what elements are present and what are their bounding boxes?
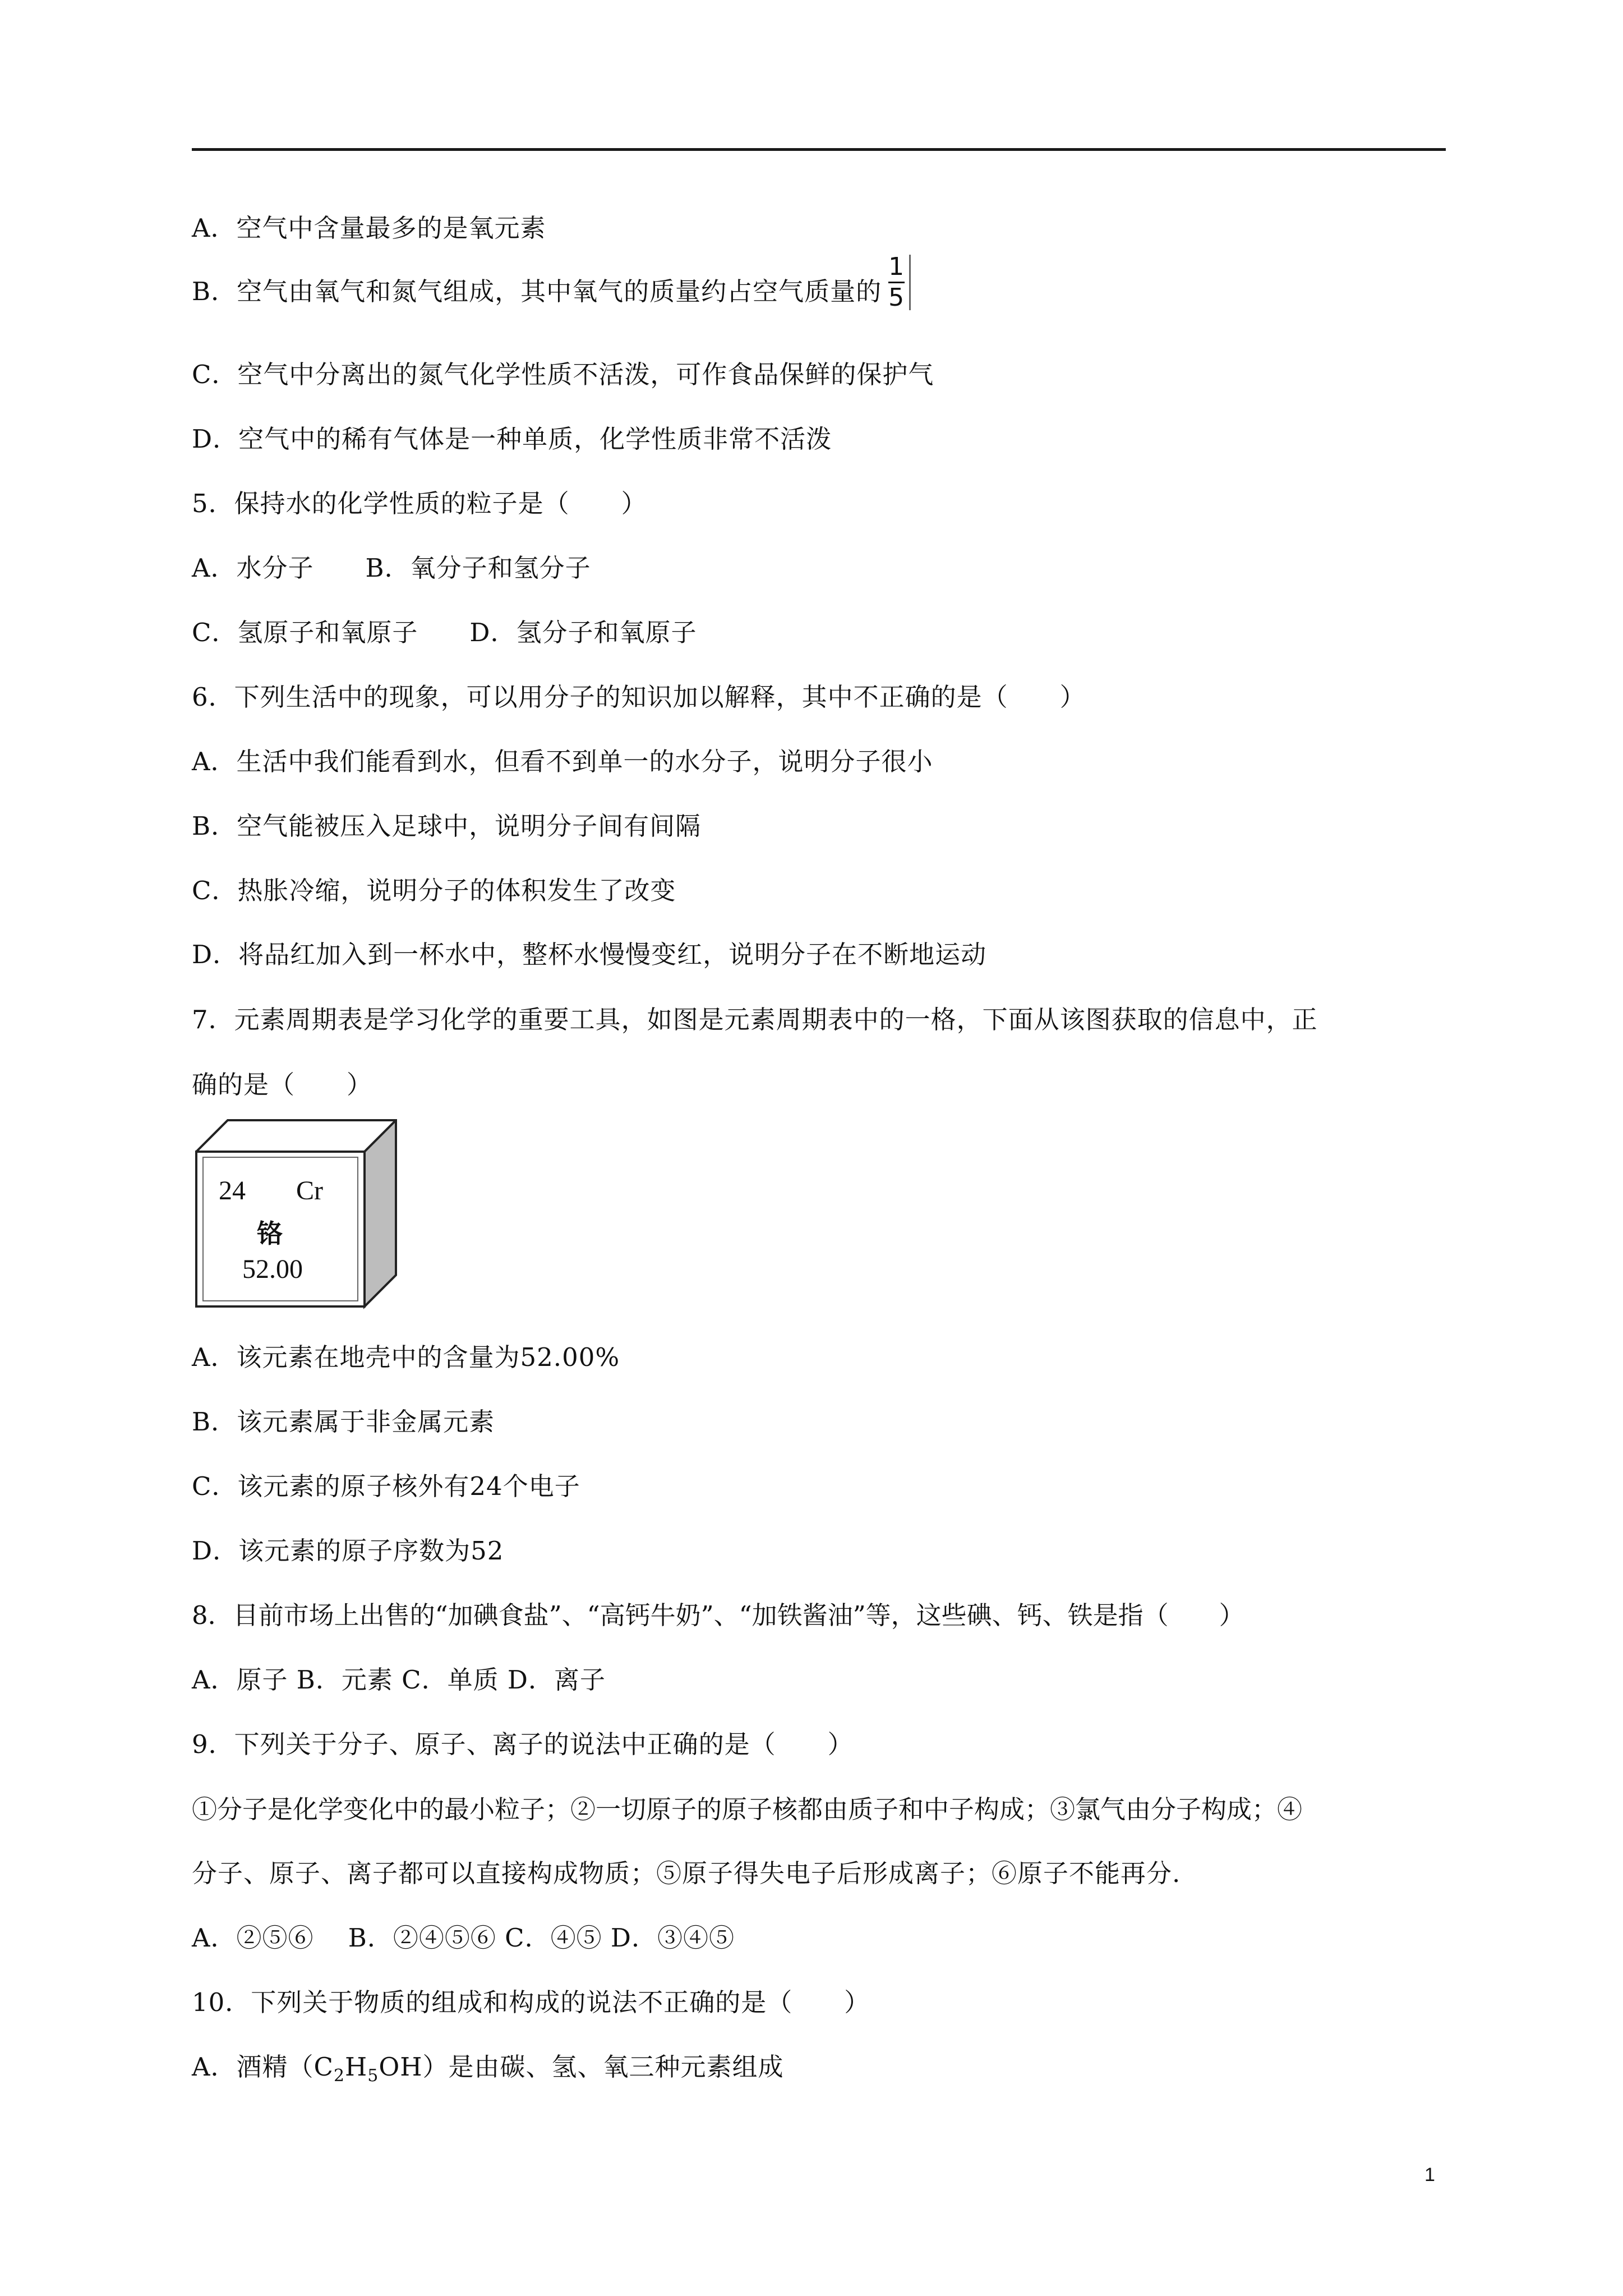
q7-stem-line2: 确的是（ ） <box>192 1070 373 1099</box>
q7-option-d: D．该元素的原子序数为52 <box>192 1536 504 1566</box>
q8-options: A．原子 B．元素 C．单质 D．离子 <box>192 1665 606 1695</box>
fraction-denominator: 5 <box>888 283 905 312</box>
q7-option-c: C．该元素的原子核外有24个电子 <box>192 1471 580 1501</box>
q9-statements-line2: 分子、原子、离子都可以直接构成物质；⑤原子得失电子后形成离子；⑥原子不能再分. <box>192 1858 1181 1888</box>
periodic-table-cell-figure <box>195 1119 397 1310</box>
q8-stem: 8．目前市场上出售的“加碘食盐”、“高钙牛奶”、“加铁酱油”等，这些碘、钙、铁是指（ ） <box>192 1600 1244 1630</box>
fraction-one-fifth <box>886 252 911 312</box>
q4-option-b <box>192 252 911 312</box>
q9-statements-line1: ①分子是化学变化中的最小粒子；②一切原子的原子核都由质子和中子构成；③氯气由分子构成；④ <box>192 1795 1303 1824</box>
element-name: 铬 <box>257 1218 283 1249</box>
fraction-numerator: 1 <box>888 252 905 281</box>
atomic-mass: 52.00 <box>242 1254 303 1284</box>
subscript-5: 5 <box>367 2066 379 2086</box>
q9-stem: 9．下列关于分子、原子、离子的说法中正确的是（ ） <box>192 1729 854 1759</box>
q5-options-ab: A．水分子 B．氧分子和氢分子 <box>192 553 591 583</box>
element-symbol: Cr <box>296 1176 323 1205</box>
q4-option-b-text: B．空气由氧气和氮气组成，其中氧气的质量约占空气质量的 <box>192 277 882 306</box>
subscript-2: 2 <box>333 2066 345 2086</box>
page-number: 1 <box>1424 2164 1435 2185</box>
q7-stem-line1: 7．元素周期表是学习化学的重要工具，如图是元素周期表中的一格，下面从该图获取的信息中，正 <box>192 1005 1318 1034</box>
q6-option-c: C．热胀冷缩，说明分子的体积发生了改变 <box>192 876 676 905</box>
q10-option-a-prefix: A．酒精（C <box>192 2052 334 2082</box>
q10-stem: 10．下列关于物质的组成和构成的说法不正确的是（ ） <box>192 1987 870 2017</box>
q5-stem: 5．保持水的化学性质的粒子是（ ） <box>192 489 647 518</box>
q6-option-a: A．生活中我们能看到水，但看不到单一的水分子，说明分子很小 <box>192 747 933 776</box>
atomic-number: 24 <box>219 1176 246 1205</box>
q4-option-d: D．空气中的稀有气体是一种单质，化学性质非常不活泼 <box>192 424 832 454</box>
q6-option-d: D．将品红加入到一杯水中，整杯水慢慢变红，说明分子在不断地运动 <box>192 940 987 969</box>
hydrogen-symbol: H <box>345 2052 368 2082</box>
header-rule <box>192 148 1446 151</box>
q10-option-a-suffix: OH）是由碳、氢、氧三种元素组成 <box>379 2052 784 2082</box>
q6-stem: 6．下列生活中的现象，可以用分子的知识加以解释，其中不正确的是（ ） <box>192 682 1086 712</box>
q5-options-cd: C．氢原子和氧原子 D．氢分子和氧原子 <box>192 618 697 647</box>
q4-option-c: C．空气中分离出的氮气化学性质不活泼，可作食品保鲜的保护气 <box>192 360 934 389</box>
q7-option-a: A．该元素在地壳中的含量为52.00% <box>192 1342 620 1372</box>
q4-option-a: A．空气中含量最多的是氧元素 <box>192 213 546 243</box>
q9-options: A．②⑤⑥ B．②④⑤⑥ C．④⑤ D．③④⑤ <box>192 1923 735 1953</box>
q6-option-b: B．空气能被压入足球中，说明分子间有间隔 <box>192 811 702 841</box>
q7-option-b: B．该元素属于非金属元素 <box>192 1407 495 1437</box>
q10-option-a <box>192 2050 784 2093</box>
